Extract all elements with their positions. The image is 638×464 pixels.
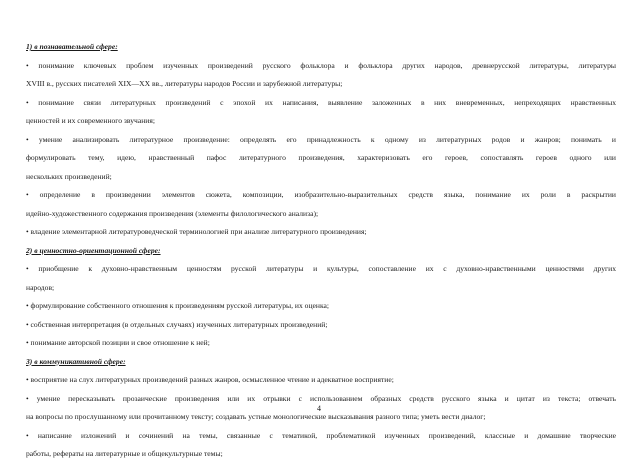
section-heading: 1) в познавательной сфере: <box>26 42 118 51</box>
text-line: • определение в произведении элементов сюжета, композиции, изобразительно-выразительных средств языка, понимание их роли в раскрытии <box>26 190 616 199</box>
page-number: 4 <box>317 404 321 413</box>
document-body <box>26 38 616 464</box>
text-line: • понимание авторской позиции и свое отношение к ней; <box>26 338 210 347</box>
text-line: идейно-художественного содержания произведения (элементы филологического анализа); <box>26 208 319 218</box>
section-heading: 3) в коммуникативной сфере: <box>26 356 126 366</box>
text-line: • понимание связи литературных произведений с эпохой их написания, выявление заложенных в них вневременных, непреходящих нравственных <box>26 97 616 107</box>
text-line: • приобщение к духовно-нравственным ценностям русской литературы и культуры, сопоставление их с духовно-нравственными ценностями других <box>26 264 616 273</box>
text-line: • написание изложений и сочинений на темы, связанные с тематикой, проблематикой изученных произведений, классные и домашние творческие <box>26 430 616 440</box>
text-line: формулировать тему, идею, нравственный пафос литературного произведения, характеризовать его героев, сопоставлять героев одного или <box>26 153 616 162</box>
text-line: народов; <box>26 282 55 292</box>
text-line: • формулирование собственного отношения к произведениям русской литературы, их оценка; <box>26 301 330 310</box>
text-line: работы, рефераты на литературные и общекультурные темы; <box>26 449 223 458</box>
text-line: ценностей и их современного звучания; <box>26 116 155 125</box>
text-line: • умение пересказывать прозаические произведения или их отрывки с использованием образных средств русского языка и цитат из текста; отвечать <box>26 393 616 403</box>
text-line: • понимание ключевых проблем изученных произведений русского фольклора и фольклора других народов, древнерусской литературы, литературы <box>26 60 616 70</box>
text-line: • владение элементарной литературоведческой терминологией при анализе литературного произведения; <box>26 227 367 236</box>
text-line: • восприятие на слух литературных произведений разных жанров, осмысленное чтение и адекватное восприятие; <box>26 375 394 384</box>
document-page <box>26 38 616 464</box>
text-line: нескольких произведений; <box>26 171 112 181</box>
text-line: на вопросы по прослушанному или прочитанному тексту; создавать устные монологические высказывания разного типа; уметь вести диалог; <box>26 412 486 421</box>
text-line: XVIII в., русских писателей XIX—XX вв., литературы народов России и зарубежной литературы; <box>26 79 343 88</box>
text-line: • собственная интерпретация (в отдельных случаях) изученных литературных произведений; <box>26 319 328 329</box>
text-line: • умение анализировать литературное произведение: определять его принадлежность к одному из литературных родов и жанров; понимать и <box>26 134 616 144</box>
section-heading: 2) в ценностно-ориентационной сфере: <box>26 245 161 255</box>
